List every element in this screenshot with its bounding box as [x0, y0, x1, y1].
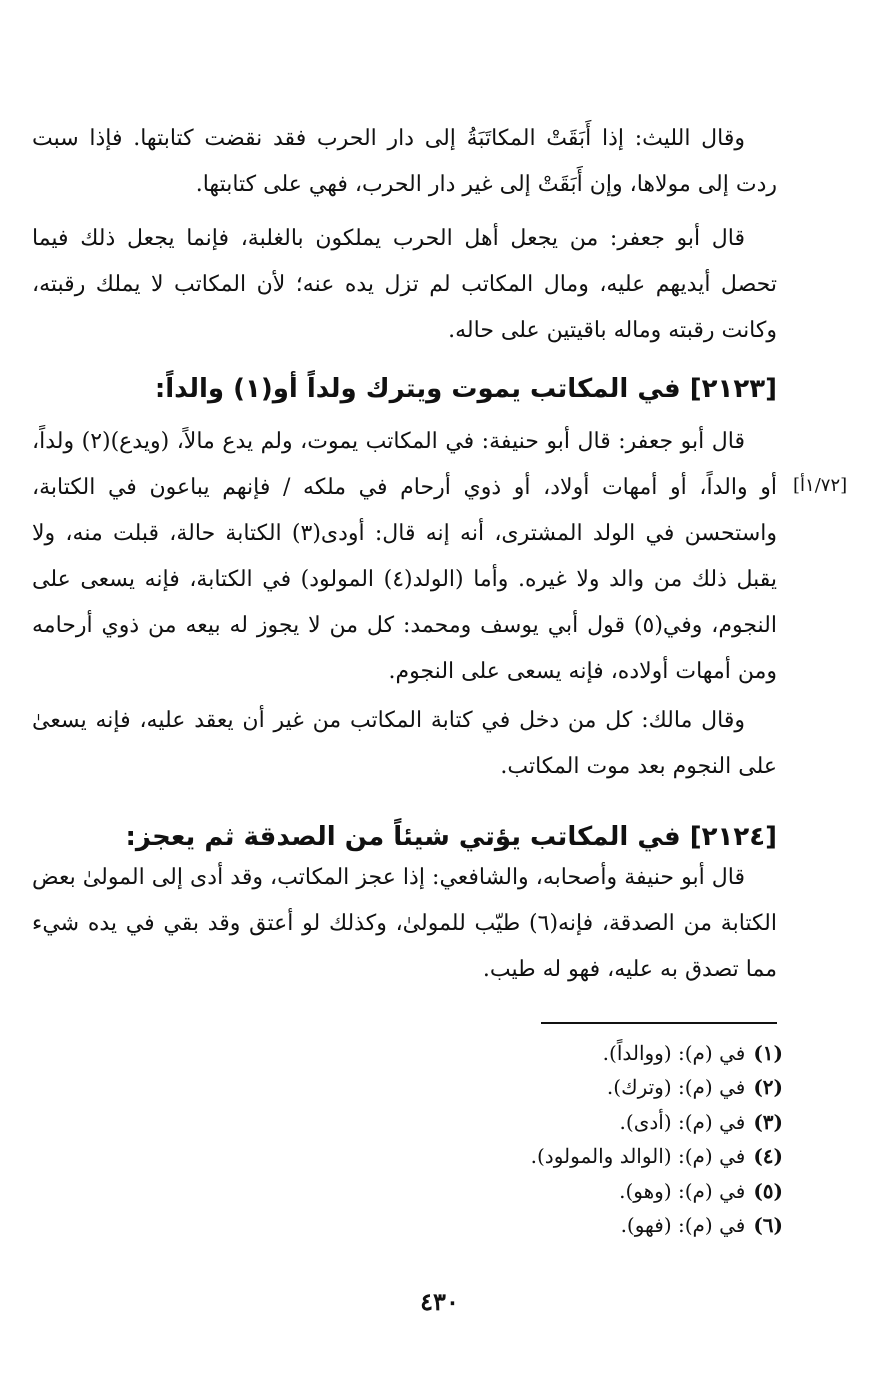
- footnote-text: في (م): (فهو).: [620, 1212, 746, 1237]
- paragraph: [32, 216, 777, 354]
- footnote-separator: [541, 1022, 777, 1024]
- paragraph: [32, 698, 777, 790]
- margin-folio-note: [١/٧٢أ]: [793, 475, 848, 496]
- footnote: [383, 1208, 783, 1242]
- section-heading: [٢١٢٤] في المكاتب يؤتي شيئاً من الصدقة ثم يعجز:: [125, 822, 777, 852]
- footnotes: [383, 1036, 783, 1242]
- footnote-number: (٢): [753, 1075, 783, 1100]
- footnote-text: في (م): (وترك).: [606, 1075, 746, 1100]
- paragraph-text: قال أبو جعفر: من يجعل أهل الحرب يملكون بالغلبة، فإنما يجعل ذلك فيما تحصل أيديهم عليه، ومال المكاتب لم تزل يده عنه؛ لأن المكاتب لا يملك رقبته، وكانت رقبته وماله باقيتين على حاله.: [32, 226, 777, 343]
- footnote-number: (١): [753, 1041, 783, 1065]
- paragraph-text: قال أبو حنيفة وأصحابه، والشافعي: إذا عجز المكاتب، وقد أدى إلى المولىٰ بعض الكتابة من الصدقة، فإنه(٦) طيّب للمولىٰ، وكذلك لو أعتق وقد بقي في يده شيء مما تصدق به عليه، فهو له طيب.: [32, 865, 777, 982]
- footnote-number: (٣): [753, 1109, 783, 1134]
- footnote: [383, 1036, 783, 1070]
- paragraph-text: وقال مالك: كل من دخل في كتابة المكاتب من غير أن يعقد عليه، فإنه يسعىٰ على النجوم بعد موت المكاتب.: [32, 708, 777, 779]
- paragraph-text: وقال الليث: إذا أَبَقَتْ المكاتَبَةُ إلى دار الحرب فقد نقضت كتابتها. فإذا سبت ردت إلى مولاها، وإن أَبَقَتْ إلى غير دار الحرب، فهي على كتابتها.: [32, 126, 777, 197]
- footnote-text: في (م): (الوالد والمولود).: [530, 1144, 746, 1169]
- footnote-number: (٤): [753, 1144, 783, 1169]
- footnote-text: في (م): (أدى).: [619, 1109, 746, 1134]
- paragraph: [32, 419, 777, 695]
- footnote: [383, 1105, 783, 1139]
- section-heading: [٢١٢٣] في المكاتب يموت ويترك ولداً أو(١) والداً:: [154, 374, 777, 404]
- paragraph-text: قال أبو جعفر: قال أبو حنيفة: في المكاتب يموت، ولم يدع مالاً، (ويدع)(٢) ولداً، أو والداً، أو أمهات أولاد، أو ذوي أرحام في ملكه / فإنهم يباعون في الكتابة، واستحسن في الولد المشترى، أنه إنه قال: أودى(٣) الكتابة حالة، قبلت منه، ولا يقبل ذلك من والد ولا غيره. وأما (الولد(٤) المولود) في الكتابة، فإنه يسعى على النجوم، وفي(٥) قول أبي يوسف ومحمد: كل من لا يجوز له بيعه من ذوي أرحامه ومن أمهات أولاده، فإنه يسعى على النجوم.: [32, 429, 777, 684]
- footnote: [383, 1139, 783, 1173]
- footnote: [383, 1174, 783, 1208]
- footnote-text: في (م): (وهو).: [619, 1178, 746, 1203]
- paragraph: [32, 855, 777, 993]
- footnote-number: (٦): [753, 1212, 783, 1237]
- footnote: [383, 1070, 783, 1104]
- footnote-number: (٥): [753, 1178, 783, 1203]
- paragraph: [32, 116, 777, 208]
- page-number: ٤٣٠: [420, 1287, 459, 1316]
- footnote-text: في (م): (ووالداً).: [602, 1041, 746, 1065]
